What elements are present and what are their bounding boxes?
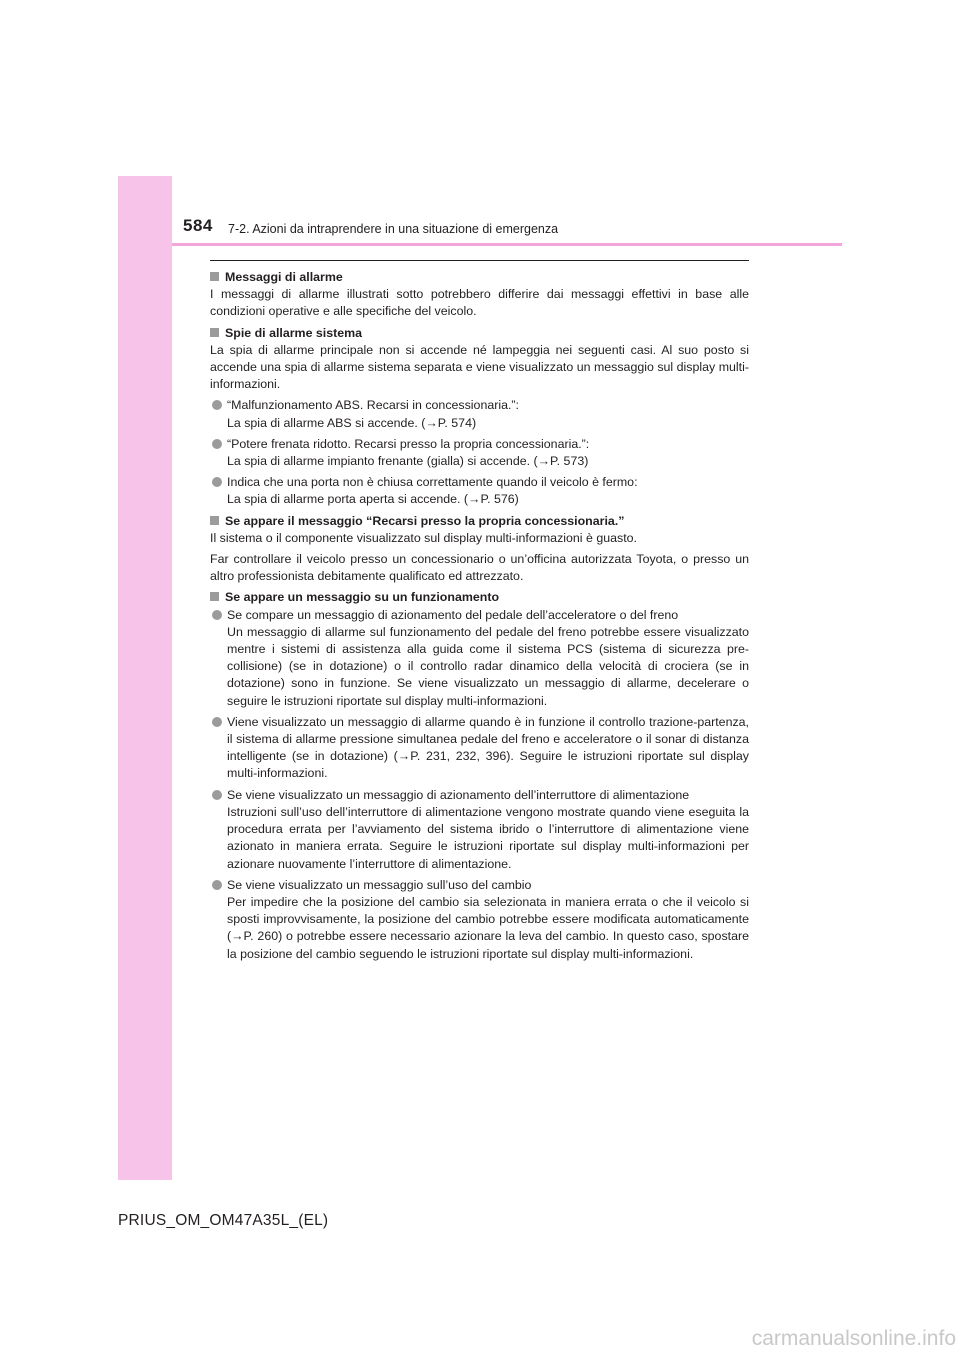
square-bullet-icon (210, 272, 219, 281)
paragraph: Il sistema o il componente visualizzato sul display multi-informazioni è guasto. (210, 530, 637, 545)
section-title-text: Messaggi di allarme (225, 270, 343, 284)
square-bullet-icon (210, 592, 219, 601)
round-bullet-icon (212, 880, 222, 890)
square-bullet-icon (210, 328, 219, 337)
document-id: PRIUS_OM_OM47A35L_(EL) (118, 1212, 329, 1229)
bullet-item (210, 607, 749, 710)
bullet-item (210, 714, 749, 783)
round-bullet-icon (212, 790, 222, 800)
bullet-text: Viene visualizzato un messaggio di allarme quando è in funzione il controllo trazione-partenza, il sistema di allarme pressione simultanea pedale del freno e acceleratore o il sonar di distanza intelligente (se in dotazione) (→P. 231, 232, 396). Seguire le istruzioni riportate sul display multi-informazioni. (227, 714, 749, 781)
bullet-item (210, 787, 749, 873)
paragraph: Far controllare il veicolo presso un concessionario o un’officina autorizzata Toyota, o presso un altro professionista debitamente qualificato ed attrezzato. (210, 552, 749, 584)
header-divider (172, 243, 842, 246)
paragraph: La spia di allarme principale non si accende né lampeggia nei seguenti casi. Al suo posto si accende una spia di allarme sistema separata e viene visualizzato un messaggio sul display multi-informazioni. (210, 342, 749, 392)
page-number: 584 (183, 216, 213, 235)
round-bullet-icon (212, 610, 222, 620)
square-bullet-icon (210, 516, 219, 525)
bullet-text: “Malfunzionamento ABS. Recarsi in concessionaria.”: La spia di allarme ABS si accende. (→P. 574) (227, 398, 520, 430)
section-title-text: Spie di allarme sistema (225, 325, 363, 340)
section-title-text: Se appare un messaggio su un funzionamento (225, 590, 500, 605)
round-bullet-icon (212, 717, 222, 727)
content-rule (210, 260, 749, 261)
bullet-item (210, 877, 749, 963)
section (210, 325, 749, 509)
round-bullet-icon (212, 477, 222, 487)
section-title (210, 513, 749, 530)
bullet-text: “Potere frenata ridotto. Recarsi presso la propria concessionaria.”: La spia di allarme impianto frenante (gialla) si accende. (→P. 573) (227, 436, 590, 469)
bullet-text: Se compare un messaggio di azionamento del pedale dell’acceleratore o del freno Un messaggio di allarme sul funzionamento del pedale del freno potrebbe essere visualizzato mentre i sistemi di assistenza alla guida come il sistema PCS (sistema di sicurezza pre-collisione) (se in dotazione) o il controllo radar dinamico della velocità di crociera (se in dotazione) sono in funzione. Se viene visualizzato un messaggio di allarme, decelerare o seguire le istruzioni riportate sul display multi-informazioni. (227, 607, 749, 708)
section-tab-bar (118, 176, 172, 1180)
bullet-text: Se viene visualizzato un messaggio sull’uso del cambio Per impedire che la posizione del cambio sia selezionata in maniera errata o che il veicolo si sposti improvvisamente, la posizione del cambio potrebbe essere modificata automaticamente (→P. 260) o potrebbe essere necessario azionare la leva del cambio. In questo caso, spostare la posizione del cambio seguendo le istruzioni riportate sul display multi-informazioni. (227, 877, 749, 961)
bullet-text: Se viene visualizzato un messaggio di azionamento dell’interruttore di alimentazione Istruzioni sull’uso dell’interruttore di alimentazione vengono mostrate quando viene eseguita la procedura errata per l’avviamento del sistema ibrido o l’interruttore di alimentazione viene azionato in maniera errata. Seguire le istruzioni riportate sul display multi-informazioni per azionare nuovamente l’interruttore di alimentazione. (227, 787, 749, 871)
section-title (210, 589, 749, 606)
bullet-item (210, 397, 749, 431)
section (210, 513, 749, 586)
bullet-text: Indica che una porta non è chiusa correttamente quando il veicolo è fermo: La spia di allarme porta aperta si accende. (→P. 576) (227, 475, 638, 507)
round-bullet-icon (212, 400, 222, 410)
round-bullet-icon (212, 439, 222, 449)
bullet-item (210, 436, 749, 470)
paragraph: I messaggi di allarme illustrati sotto potrebbero differire dai messaggi effettivi in base alle condizioni operative e alle specifiche del veicolo. (210, 287, 749, 319)
chapter-title: 7-2. Azioni da intraprendere in una situazione di emergenza (228, 222, 559, 236)
section-title (210, 325, 749, 342)
bullet-item (210, 474, 749, 508)
section-title (210, 269, 749, 286)
section (210, 269, 749, 321)
section-title-text: Se appare il messaggio “Recarsi presso la propria concessionaria.” (225, 513, 625, 528)
section (210, 589, 749, 962)
watermark: carmanualsonline.info (751, 1327, 956, 1350)
page-content (210, 269, 749, 967)
